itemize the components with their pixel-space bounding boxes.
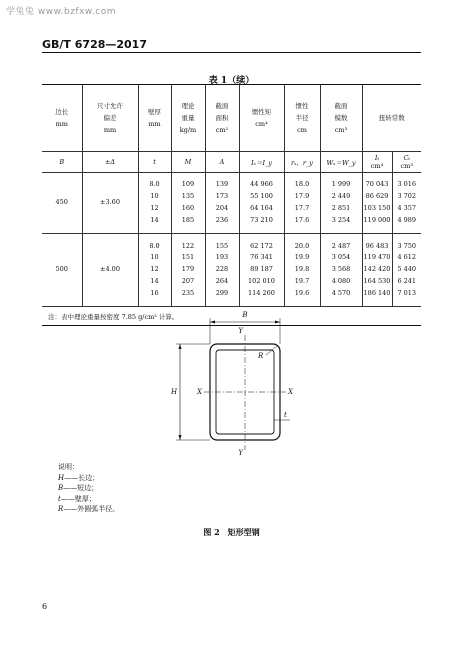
cell-weight: 122 151 179 207 235 [171, 234, 205, 307]
legend-title: 说明： [58, 463, 79, 471]
legend-symbol: R [58, 505, 64, 513]
arrow-B-left [210, 321, 215, 324]
watermark-text: 学兔兔 www.bzfxw.com [6, 7, 117, 17]
cell-torsion-Ct: 3 750 4 612 5 440 6 241 7 013 [392, 234, 421, 307]
legend-symbol: H [58, 473, 65, 482]
arrow-B-right [275, 321, 280, 324]
legend-desc: ——短边； [63, 484, 99, 492]
cell-torsion-Ct: 3 016 3 702 4 357 4 989 [392, 173, 421, 234]
label-Y-top: Y [238, 327, 243, 335]
legend-desc: ——壁厚； [60, 494, 96, 503]
cell-torsion-It: 96 483 119 470 142 420 164 530 186 140 [362, 234, 392, 307]
cell-weight: 109 135 160 185 [171, 173, 205, 234]
label-H: H [170, 388, 178, 396]
label-X-left: X [197, 388, 202, 396]
figure-caption: 图 2 矩形型钢 [203, 527, 260, 537]
header-deviation: 尺寸允许 偏差 mm [82, 85, 138, 152]
legend-desc: ——长边； [64, 473, 100, 482]
cell-moment-of-inertia: 62 172 76 341 89 187 102 010 114 260 [239, 234, 284, 307]
header-torsion-constant: 扭转常数 [362, 85, 421, 152]
legend-item [58, 473, 119, 484]
cell-section-modulus: 2 487 3 054 3 568 4 080 4 570 [320, 234, 362, 307]
cell-deviation: ±3.60 [82, 173, 138, 234]
standard-number: GB/T 6728—2017 [42, 38, 147, 51]
header-radius-of-gyration: 惯性 半径 cm [284, 85, 320, 152]
legend-item [58, 483, 119, 494]
sym-side-length: B [42, 152, 82, 173]
label-Y-bottom: Y [238, 449, 243, 457]
cell-thickness: 8.0 10 12 14 16 [138, 234, 171, 307]
legend [58, 462, 119, 515]
label-R: R [258, 352, 264, 360]
legend-symbol: t [58, 494, 61, 503]
header-area: 截面 面积 cm² [205, 85, 239, 152]
header-side-length: 边长 mm [42, 85, 82, 152]
cell-side-length: 450 [42, 173, 82, 234]
label-t: t [284, 411, 287, 419]
cell-deviation: ±4.00 [82, 234, 138, 307]
arrow-H-bottom [179, 435, 182, 440]
header-weight: 理论 重量 kg/m [171, 85, 205, 152]
legend-item [58, 494, 119, 505]
cell-radius-of-gyration: 20.0 19.9 19.8 19.7 19.6 [284, 234, 320, 307]
header-section-modulus: 截面 模数 cm³ [320, 85, 362, 152]
header-thickness: 壁厚 mm [138, 85, 171, 152]
arrow-H-top [179, 344, 182, 349]
cell-moment-of-inertia: 44 966 55 100 64 164 73 210 [239, 173, 284, 234]
header-moment-of-inertia: 惯性矩 cm⁴ [239, 85, 284, 152]
table-note: 注：表中理论重量按密度 7.85 g/cm³ 计算。 [42, 307, 421, 326]
cell-torsion-It: 70 043 86 629 103 150 119 000 [362, 173, 392, 234]
sym-It: Iₜ [374, 154, 380, 162]
cell-area: 155 193 228 264 299 [205, 234, 239, 307]
legend-desc: ——外圆弧半径。 [63, 505, 120, 513]
sym-Ct: Cₜ [403, 154, 411, 162]
cell-thickness: 8.0 10 12 14 [138, 173, 171, 234]
table-caption: 表 1（续） [208, 76, 255, 86]
sym-deviation: ±Δ [82, 152, 138, 173]
cell-section-modulus: 1 999 2 449 2 851 3 254 [320, 173, 362, 234]
legend-item [58, 504, 119, 515]
sym-area: A [205, 152, 239, 173]
label-X-right: X [288, 388, 293, 396]
cell-radius-of-gyration: 18.0 17.9 17.7 17.6 [284, 173, 320, 234]
unit-Ct: cm³ [400, 162, 413, 170]
sym-radius-of-gyration: rₓ，r_y [284, 152, 320, 173]
page-number: 6 [42, 602, 48, 611]
legend-symbol: B [58, 484, 64, 492]
sym-weight: M [171, 152, 205, 173]
cell-side-length: 500 [42, 234, 82, 307]
sym-section-modulus: Wₓ＝W_y [320, 152, 362, 173]
sym-thickness: t [138, 152, 171, 173]
cell-area: 139 173 204 236 [205, 173, 239, 234]
sym-moment-of-inertia: Iₓ＝I_y [239, 152, 284, 173]
unit-It: cm⁴ [370, 162, 384, 170]
label-B: B [242, 311, 248, 319]
